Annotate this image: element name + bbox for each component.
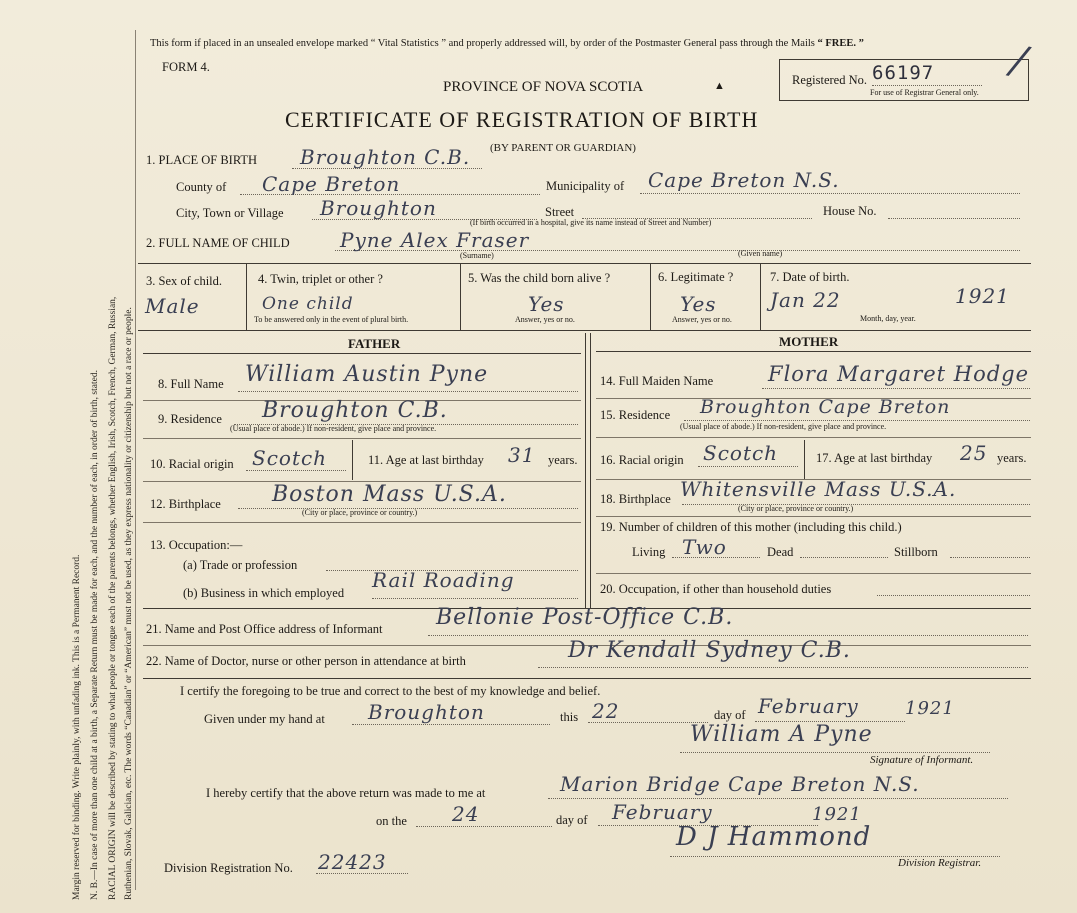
child-name-label: 2. FULL NAME OF CHILD [146,236,290,250]
county-label: County of [176,180,227,194]
municipality-label: Municipality of [546,179,625,193]
father-residence-label: 9. Residence [158,412,222,426]
this-label: this [560,710,579,724]
doctor-value: Dr Kendall Sydney C.B. [568,638,851,663]
registrar-year-value: 1921 [812,804,862,825]
marker-icon: ▲ [714,80,725,92]
born-alive-note: Answer, yes or no. [515,315,575,324]
registrar-place-value: Marion Bridge Cape Breton N.S. [560,772,920,796]
registrar-signature: D J Hammond [676,822,872,852]
legitimate-note: Answer, yes or no. [672,315,732,324]
informant-value: Bellonie Post-Office C.B. [436,605,734,630]
father-name-label: 8. Full Name [158,377,224,391]
father-birthplace-note: (City or place, province or country.) [302,508,418,517]
certify-text: I certify the foregoing to be true and correct to the best of my knowledge and belief. [180,684,601,698]
business-value: Rail Roading [372,568,515,592]
registrar-day-value: 24 [452,802,480,826]
mother-occupation-label: 20. Occupation, if other than household duties [600,582,832,596]
doctor-label: 22. Name of Doctor, nurse or other person in attendance at birth [146,654,466,668]
sex-value: Male [145,294,200,318]
mother-birthplace-label: 18. Birthplace [600,492,671,506]
city-value: Broughton [320,196,437,220]
father-occupation-label: 13. Occupation:— [150,538,243,552]
margin-line-1: Margin reserved for binding. Write plainly, with unfading ink. This is a Permanent Record. [72,554,82,900]
living-value: Two [682,535,727,559]
children-count-label: 19. Number of children of this mother (including this child.) [600,520,902,534]
registered-number: 66197 [872,62,935,84]
birth-year-value: 1921 [955,284,1010,308]
province-heading: PROVINCE OF NOVA SCOTIA [443,79,644,95]
father-race-label: 10. Racial origin [150,457,234,471]
date-note: Month, day, year. [860,314,916,323]
city-label: City, Town or Village [176,206,284,220]
given-name-note: (Given name) [738,249,783,258]
registered-box [779,59,1029,101]
mother-years: years. [997,451,1027,465]
mother-residence-value: Broughton Cape Breton [700,396,951,418]
father-name-value: William Austin Pyne [245,362,489,387]
mother-residence-note: (Usual place of abode.) If non-resident, give place and province. [680,422,887,431]
mother-race-value: Scotch [703,441,779,465]
division-registration-number: 22423 [318,850,387,874]
margin-notes [6,10,141,905]
hospital-note: (If birth occurred in a hospital, give its name instead of Street and Number) [470,218,712,227]
given-year-value: 1921 [905,698,955,719]
mother-age-value: 25 [960,441,988,465]
registered-label: Registered No. [792,73,867,87]
surname-note: (Surname) [460,251,494,260]
father-residence-value: Broughton C.B. [262,398,448,423]
place-of-birth-value: Broughton C.B. [300,145,471,169]
day-of-label: day of [714,708,746,722]
dead-label: Dead [767,545,794,559]
mother-birthplace-note: (City or place, province or country.) [738,504,854,513]
street-label: Street [545,205,575,219]
father-race-value: Scotch [252,446,328,470]
twin-label: 4. Twin, triplet or other ? [258,272,383,286]
county-value: Cape Breton [262,172,401,196]
place-of-birth-label: 1. PLACE OF BIRTH [146,153,258,167]
signature-of-informant-label: Signature of Informant. [870,754,974,766]
house-no-label: House No. [823,204,877,218]
date-of-birth-value: Jan 22 [770,288,841,312]
given-place-value: Broughton [368,700,485,724]
father-residence-note: (Usual place of abode.) If non-resident, give place and province. [230,424,437,433]
living-label: Living [632,545,666,559]
informant-signature: William A Pyne [690,722,873,747]
municipality-value: Cape Breton N.S. [648,168,840,192]
given-under-label: Given under my hand at [204,712,325,726]
born-alive-value: Yes [528,292,565,316]
legitimate-value: Yes [680,292,717,316]
twin-value: One child [262,294,354,314]
mother-age-label: 17. Age at last birthday [816,451,933,465]
registrar-day-of-label: day of [556,813,588,827]
given-day-value: 22 [592,699,620,723]
margin-line-3: RACIAL ORIGIN will be described by stating to what people or tongue each of the parents belongs, whether English, Irish, Scotch, French, German, Russian, [108,296,118,900]
postal-notice: This form if placed in an unsealed envelope marked “ Vital Statistics ” and properly addressed will, by order of the Postmaster General pass through the Mails “ FREE. ” [150,38,864,49]
informant-label: 21. Name and Post Office address of Informant [146,622,383,636]
mother-name-label: 14. Full Maiden Name [600,374,714,388]
date-of-birth-label: 7. Date of birth. [770,270,850,284]
mother-birthplace-value: Whitensville Mass U.S.A. [680,477,957,501]
father-heading: FATHER [348,336,401,351]
registrar-month-value: February [612,800,713,824]
sex-label: 3. Sex of child. [146,274,223,288]
registrar-use-note: For use of Registrar General only. [870,88,979,97]
certificate-title: CERTIFICATE OF REGISTRATION OF BIRTH [285,107,759,132]
born-alive-label: 5. Was the child born alive ? [468,271,611,285]
mother-residence-label: 15. Residence [600,408,671,422]
check-mark-icon: / [1007,36,1032,86]
legitimate-label: 6. Legitimate ? [658,270,734,284]
form-number: FORM 4. [162,60,210,74]
father-birthplace-value: Boston Mass U.S.A. [272,482,507,507]
mother-heading: MOTHER [779,334,839,349]
given-month-value: February [758,694,859,718]
on-the-label: on the [376,814,407,828]
by-parent-note: (BY PARENT OR GUARDIAN) [490,142,636,154]
mother-name-value: Flora Margaret Hodge [768,362,1030,386]
trade-label: (a) Trade or profession [183,558,298,572]
registrar-cert-text: I hereby certify that the above return was made to me at [206,786,486,800]
mother-race-label: 16. Racial origin [600,453,684,467]
father-age-label: 11. Age at last birthday [368,453,484,467]
father-birthplace-label: 12. Birthplace [150,497,221,511]
father-years: years. [548,453,578,467]
business-label: (b) Business in which employed [183,586,345,600]
twin-note: To be answered only in the event of plural birth. [254,315,409,324]
margin-line-2: N. B.—In case of more than one child at a birth, a Separate Return must be made for each, and the number of each, in order of birth, stated. [90,370,100,900]
division-registrar-label: Division Registrar. [898,857,982,869]
father-age-value: 31 [508,443,536,467]
margin-line-4: Ruthenian, Slovak, Galician, etc. The words “Canadian” or “American” must not be used, as they express nationality or citizenship but not a race or people. [124,307,134,900]
division-registration-label: Division Registration No. [164,861,293,875]
stillborn-label: Stillborn [894,545,938,559]
margin-rule [135,30,136,890]
child-name-value: Pyne Alex Fraser [340,228,530,252]
